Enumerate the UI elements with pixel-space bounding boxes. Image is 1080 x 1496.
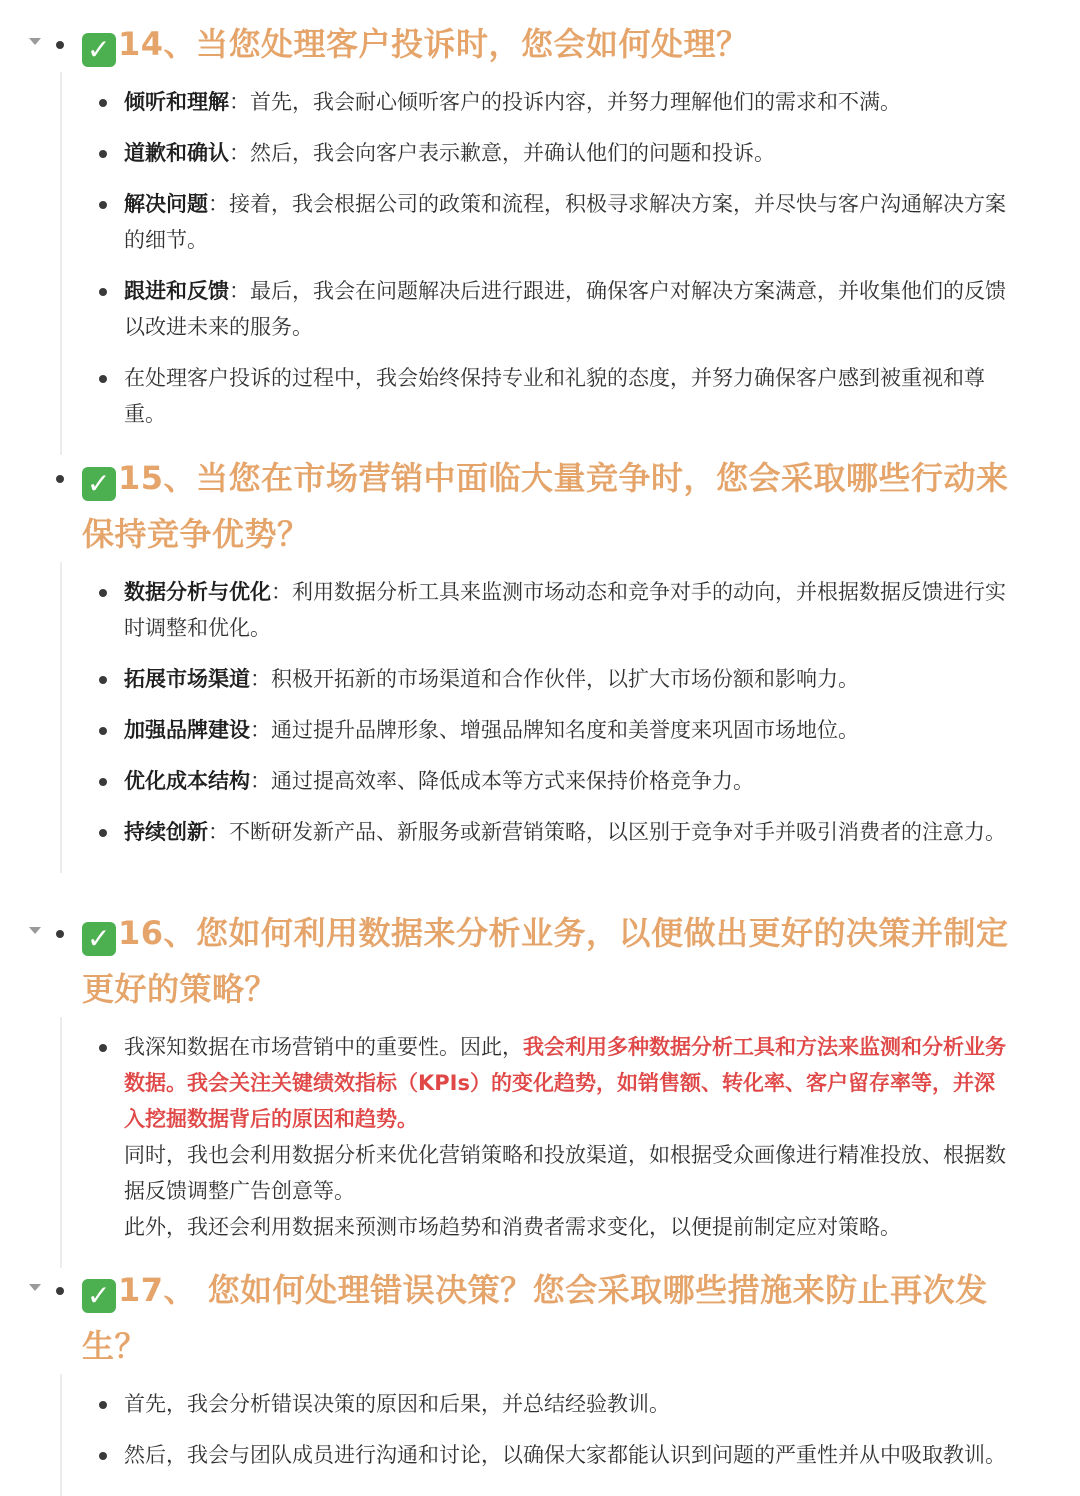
collapse-toggle-icon[interactable] — [29, 1284, 41, 1291]
list-item — [124, 273, 1010, 345]
item-text: 我深知数据在市场营销中的重要性。因此， — [124, 1035, 523, 1059]
section-heading — [0, 1262, 1080, 1374]
section-title: 14、当您处理客户投诉时，您会如何处理？ — [118, 25, 749, 63]
check-mark-icon: ✓ — [82, 33, 116, 67]
item-label: 加强品牌建设 — [124, 718, 250, 742]
section-heading — [0, 450, 1080, 562]
highlighted-text: 我会利用多种数据分析工具和方法来监测和分析业务数据。我会关注关键绩效指标（KPIs）的变化趋势，如销售额、转化率、客户留存率等，并深入挖掘数据背后的原因和趋势。 — [124, 1035, 1006, 1131]
item-text: ：然后，我会向客户表示歉意，并确认他们的问题和投诉。 — [229, 141, 775, 165]
list-item — [124, 763, 1010, 799]
list-item — [124, 574, 1010, 646]
list-item — [124, 1437, 1010, 1473]
heading-bullet-icon — [56, 41, 64, 49]
bullet-list — [60, 1017, 1080, 1268]
list-item — [124, 186, 1010, 258]
section-14 — [0, 16, 1080, 455]
item-text: ：接着，我会根据公司的政策和流程，积极寻求解决方案，并尽快与客户沟通解决方案的细节。 — [124, 192, 1006, 252]
list-item — [124, 1386, 1010, 1422]
list-item — [124, 360, 1010, 432]
check-mark-icon: ✓ — [82, 467, 116, 501]
section-title: 15、当您在市场营销中面临大量竞争时，您会采取哪些行动来保持竞争优势？ — [82, 459, 1009, 553]
section-heading — [0, 16, 1080, 72]
bullet-list — [60, 562, 1080, 873]
heading-bullet-icon — [56, 1287, 64, 1295]
section-heading — [0, 905, 1080, 1017]
item-text: ：最后，我会在问题解决后进行跟进，确保客户对解决方案满意，并收集他们的反馈以改进未来的服务。 — [124, 279, 1006, 339]
item-text: 首先，我会分析错误决策的原因和后果，并总结经验教训。 — [124, 1392, 670, 1416]
collapse-toggle-icon[interactable] — [29, 38, 41, 45]
item-label: 跟进和反馈 — [124, 279, 229, 303]
list-item — [124, 135, 1010, 171]
item-text: 在处理客户投诉的过程中，我会始终保持专业和礼貌的态度，并努力确保客户感到被重视和尊重。 — [124, 366, 985, 426]
item-text: ：通过提升品牌形象、增强品牌知名度和美誉度来巩固市场地位。 — [250, 718, 859, 742]
item-label: 拓展市场渠道 — [124, 667, 250, 691]
item-text: ：不断研发新产品、新服务或新营销策略，以区别于竞争对手并吸引消费者的注意力。 — [208, 820, 1006, 844]
item-text: ：通过提高效率、降低成本等方式来保持价格竞争力。 — [250, 769, 754, 793]
list-item — [124, 661, 1010, 697]
heading-bullet-icon — [56, 475, 64, 483]
item-label: 数据分析与优化 — [124, 580, 271, 604]
item-text-line: 此外，我还会利用数据来预测市场趋势和消费者需求变化，以便提前制定应对策略。 — [124, 1215, 901, 1239]
list-item — [124, 814, 1010, 850]
item-label: 优化成本结构 — [124, 769, 250, 793]
check-mark-icon: ✓ — [82, 922, 116, 956]
item-label: 道歉和确认 — [124, 141, 229, 165]
item-text: ：积极开拓新的市场渠道和合作伙伴，以扩大市场份额和影响力。 — [250, 667, 859, 691]
item-text: 然后，我会与团队成员进行沟通和讨论，以确保大家都能认识到问题的严重性并从中吸取教训。 — [124, 1443, 1006, 1467]
section-title: 16、您如何利用数据来分析业务，以便做出更好的决策并制定更好的策略？ — [82, 914, 1009, 1008]
collapse-toggle-icon[interactable] — [29, 927, 41, 934]
item-text: ：利用数据分析工具来监测市场动态和竞争对手的动向，并根据数据反馈进行实时调整和优化。 — [124, 580, 1006, 640]
item-label: 解决问题 — [124, 192, 208, 216]
bullet-list — [60, 72, 1080, 455]
check-mark-icon: ✓ — [82, 1279, 116, 1313]
section-16 — [0, 905, 1080, 1268]
section-title: 17、 您如何处理错误决策？您会采取哪些措施来防止再次发生？ — [82, 1271, 988, 1365]
section-17 — [0, 1262, 1080, 1496]
section-15 — [0, 450, 1080, 873]
list-item — [124, 712, 1010, 748]
list-item — [124, 1029, 1010, 1245]
heading-bullet-icon — [56, 930, 64, 938]
item-text: ：首先，我会耐心倾听客户的投诉内容，并努力理解他们的需求和不满。 — [229, 90, 901, 114]
item-label: 倾听和理解 — [124, 90, 229, 114]
item-label: 持续创新 — [124, 820, 208, 844]
item-text-line: 同时，我也会利用数据分析来优化营销策略和投放渠道，如根据受众画像进行精准投放、根据数据反馈调整广告创意等。 — [124, 1143, 1006, 1203]
bullet-list — [60, 1374, 1080, 1496]
list-item — [124, 84, 1010, 120]
